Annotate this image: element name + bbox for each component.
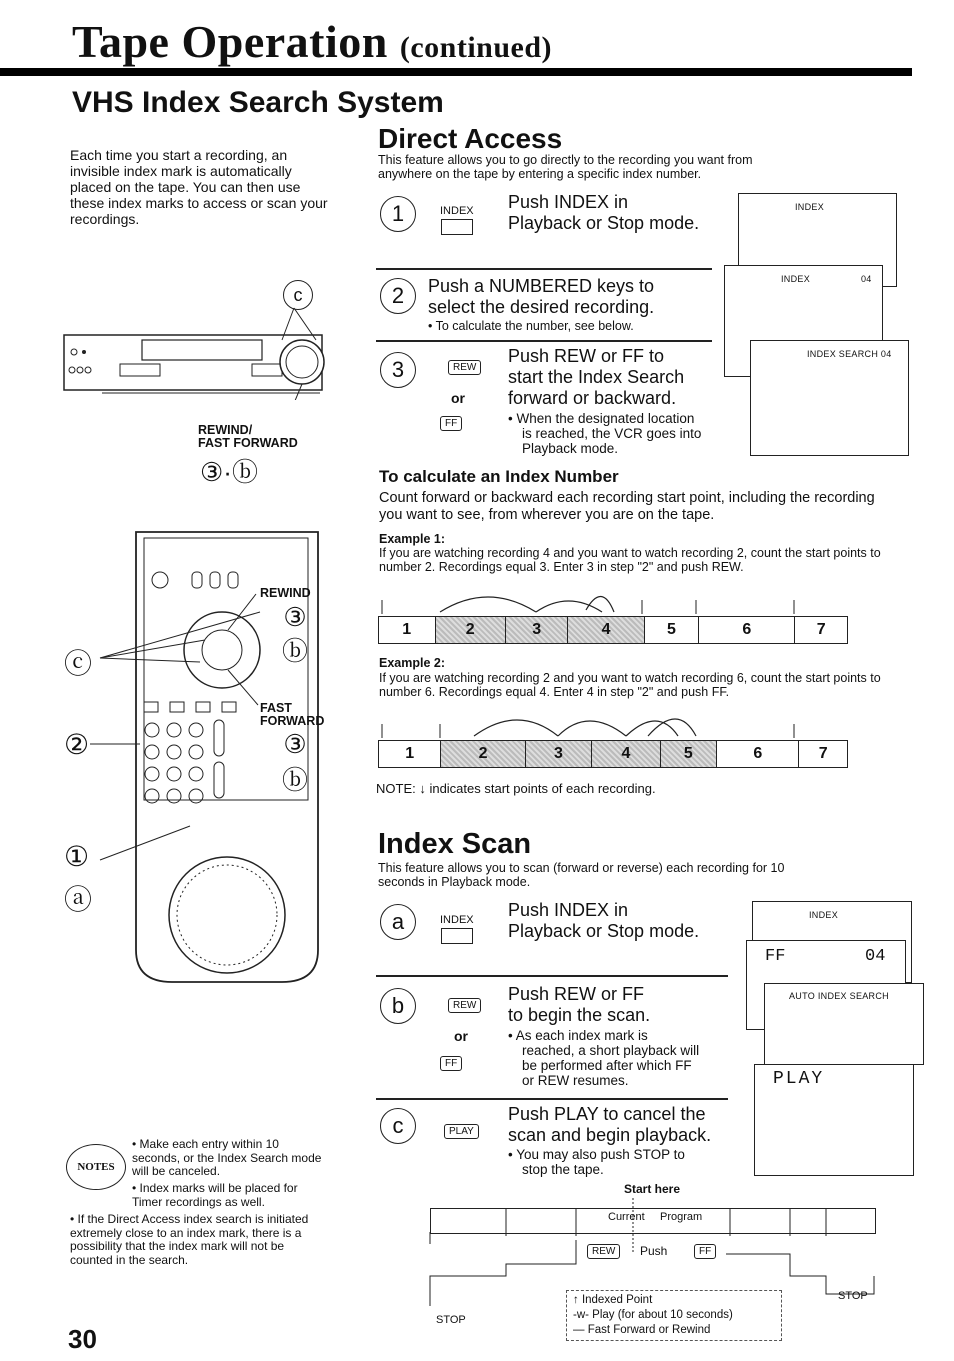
- tape-2-cell-4: 4: [592, 741, 660, 767]
- tape-2-cell-7: 7: [818, 745, 828, 762]
- tape-2-cell-5: 5: [661, 741, 718, 767]
- scan-ff-button: FF: [440, 1056, 462, 1071]
- scan-screen-3: [764, 983, 924, 1065]
- direct-step-3-bullet-3: Playback mode.: [522, 441, 619, 456]
- scan-screen-3-text: AUTO INDEX SEARCH: [789, 991, 889, 1001]
- example-1-label: Example 1:: [379, 532, 446, 546]
- scan-step-a-index-button: [440, 914, 474, 944]
- scan-step-c-number: c: [380, 1108, 416, 1144]
- remote-callout-c: ⓒ: [64, 648, 93, 679]
- tape-2-cell-1: 1: [379, 741, 441, 767]
- scan-screen-2-right: 04: [865, 947, 886, 966]
- remote-rewind-steps: [282, 600, 308, 668]
- direct-step-3-line-2: start the Index Search: [508, 367, 685, 387]
- direct-step-2-text: [428, 276, 654, 318]
- direct-screen-1-text: INDEX: [795, 202, 825, 212]
- tape-1-cell-5: 5: [645, 617, 700, 643]
- vcr-rewind-label: REWIND/: [198, 423, 253, 437]
- remote-ff-label-2: FORWARD: [260, 714, 325, 728]
- scan-program-label: Program: [660, 1211, 703, 1223]
- tape-2-cell-6: 6: [717, 741, 799, 767]
- notes-badge: [66, 1144, 126, 1190]
- tape-1-cell-7: 7: [816, 621, 826, 638]
- direct-step-3-line-1: Push REW or FF to: [508, 346, 665, 366]
- page-title: Tape Operation (continued): [72, 16, 553, 67]
- notes-badge-label: NOTES: [77, 1161, 115, 1173]
- tape-1-cell-6: 6: [699, 617, 795, 643]
- remote-callout-1: ①: [64, 841, 90, 872]
- direct-step-2-line-2: select the desired recording.: [428, 297, 655, 317]
- calculate-title: To calculate an Index Number: [379, 467, 619, 486]
- remote-callout-a: ⓐ: [64, 884, 93, 915]
- remote-illustration: [60, 530, 340, 990]
- scan-start-here-label: Start here: [624, 1182, 681, 1196]
- scan-index-button-label: INDEX: [440, 914, 474, 926]
- tape-1-cell-1: 1: [379, 617, 436, 643]
- scan-screen-1-text: INDEX: [809, 910, 839, 920]
- direct-step-2-note: • To calculate the number, see below.: [428, 319, 634, 333]
- scan-step-b-text: [508, 984, 650, 1026]
- direct-step-3-line-3: forward or backward.: [508, 388, 677, 408]
- direct-step-3-bullet-2: is reached, the VCR goes into: [522, 426, 702, 441]
- example-1-text: If you are watching recording 4 and you want to watch recording 2, count the start points to number 2. Recordings equal 3. Enter 3 in step "2" and push REW.: [379, 546, 881, 574]
- direct-step-3-bullet: [508, 411, 701, 456]
- scan-play-button: PLAY: [444, 1124, 479, 1139]
- remote-rewind-step-3: ③: [283, 602, 307, 632]
- vcr-rewind-ff-label: [198, 424, 298, 450]
- direct-step-2-number: 2: [380, 278, 416, 314]
- scan-step-c-bullet-1: • You may also push STOP to: [508, 1147, 685, 1162]
- direct-step-1-index-button: [440, 205, 474, 235]
- direct-access-title: Direct Access: [378, 123, 563, 154]
- section-title: VHS Index Search System: [72, 86, 444, 119]
- page-title-suffix: (continued): [399, 31, 553, 64]
- direct-step-1-line-2: Playback or Stop mode.: [508, 213, 700, 233]
- example-2-text: If you are watching recording 2 and you want to watch recording 6, count the start points to number 6. Recordings equal 4. Enter 4 in step "2" and push FF.: [379, 671, 881, 699]
- index-scan-title: Index Scan: [378, 828, 532, 860]
- index-scan-description: This feature allows you to scan (forward or reverse) each recording for 10 seconds in Playback mode.: [378, 861, 785, 889]
- example-2-label: Example 2:: [379, 656, 446, 670]
- direct-rew-button: REW: [448, 360, 481, 375]
- index-button-label: INDEX: [440, 205, 474, 217]
- scan-diagram-ff: FF: [694, 1244, 716, 1259]
- direct-step-3-text: [508, 346, 684, 409]
- scan-rew-button: REW: [448, 998, 481, 1013]
- scan-step-c-text: [508, 1104, 711, 1146]
- scan-step-b-bullet-1: • As each index mark is: [508, 1028, 648, 1043]
- example-1-arcs: [378, 582, 848, 616]
- scan-screen-2-left: FF: [765, 947, 786, 966]
- example-2-tape: [378, 740, 848, 768]
- scan-step-a-rule: [376, 975, 728, 977]
- scan-step-c-line-2: scan and begin playback.: [508, 1125, 712, 1145]
- scan-or-label: or: [454, 1028, 468, 1044]
- tape-1-cell-4: 4: [568, 617, 644, 643]
- scan-step-a-line-2: Playback or Stop mode.: [508, 921, 700, 941]
- scan-step-b-line-2: to begin the scan.: [508, 1005, 651, 1025]
- legend-play: -w- Play (for about 10 seconds): [573, 1309, 733, 1321]
- scan-step-a-number: a: [380, 904, 416, 940]
- scan-step-c-bullet-2: stop the tape.: [522, 1162, 604, 1177]
- scan-step-a-line-1: Push INDEX in: [508, 900, 629, 920]
- remote-ff-label: [260, 702, 324, 728]
- scan-screen-4: [754, 1064, 914, 1176]
- scan-step-b-rule: [376, 1098, 728, 1100]
- scan-index-button-icon: [441, 928, 473, 944]
- vcr-illustration: [62, 280, 332, 487]
- index-button-icon: [441, 219, 473, 235]
- calculate-note: NOTE: ↓ indicates start points of each recording.: [376, 781, 656, 796]
- tape-1-cell-3: 3: [506, 617, 568, 643]
- direct-access-description: This feature allows you to go directly to the recording you want from anywhere on the tape by entering a specific index number.: [378, 153, 753, 181]
- calculate-text: Count forward or backward each recording start point, including the recording you want to see, from wherever you are on the tape.: [379, 490, 875, 523]
- direct-screen-2-left: INDEX: [781, 274, 811, 284]
- remote-rewind-label: REWIND: [260, 586, 311, 600]
- direct-ff-button: FF: [440, 416, 462, 431]
- example-1-tape: [378, 616, 848, 644]
- scan-step-c-line-1: Push PLAY to cancel the: [508, 1104, 706, 1124]
- remote-rewind-step-b: ⓑ: [282, 636, 309, 666]
- scan-step-b-line-1: Push REW or FF: [508, 984, 645, 1004]
- scan-stop-right: STOP: [838, 1290, 868, 1302]
- scan-screen-4-text: PLAY: [773, 1069, 825, 1089]
- title-rule: [0, 68, 912, 76]
- scan-stop-left: STOP: [436, 1314, 466, 1326]
- page-number: 30: [68, 1324, 97, 1354]
- direct-step-1-number: 1: [380, 196, 416, 232]
- scan-step-b-bullet-4: or REW resumes.: [522, 1073, 629, 1088]
- remote-ff-step-3: ③: [283, 729, 307, 759]
- direct-step-3-bullet-1: • When the designated location: [508, 411, 695, 426]
- scan-step-b-bullet: [508, 1028, 699, 1088]
- scan-current-label: Current: [608, 1211, 645, 1223]
- vcr-steps-label: ③·ⓑ: [200, 457, 258, 487]
- scan-diagram-push: Push: [640, 1244, 668, 1258]
- remote-ff-step-b: ⓑ: [282, 765, 309, 795]
- direct-screen-3-text: INDEX SEARCH 04: [807, 349, 892, 359]
- tape-1-cell-2: 2: [436, 617, 506, 643]
- tape-2-cell-2: 2: [441, 741, 525, 767]
- direct-step-3-number: 3: [380, 352, 416, 388]
- tape-2-cell-3: 3: [526, 741, 592, 767]
- intro-text: Each time you start a recording, an invisible index mark is automatically placed on the tape. You can then use these index marks to access or scan your recordings.: [70, 147, 328, 227]
- direct-step-1-rule: [376, 268, 712, 270]
- scan-step-c-bullet: [508, 1147, 685, 1177]
- scan-diagram-rew: REW: [587, 1244, 620, 1259]
- legend-ff-rew: — Fast Forward or Rewind: [573, 1324, 711, 1336]
- direct-screen-3: [750, 340, 909, 456]
- example-2-arcs: [378, 702, 848, 740]
- notes-item-3: • If the Direct Access index search is initiated extremely close to an index mark, there is a possibility that the index mark will not be counted in the search.: [70, 1212, 309, 1267]
- vcr-callout-c: c: [283, 280, 313, 310]
- notes-item-1: • Make each entry within 10 seconds, or the Index Search mode will be canceled.: [132, 1137, 322, 1178]
- direct-step-1-line-1: Push INDEX in: [508, 192, 629, 212]
- legend-indexed-point: ↑ Indexed Point: [573, 1294, 653, 1306]
- scan-step-a-text: [508, 900, 699, 942]
- remote-ff-label-1: FAST: [260, 701, 292, 715]
- remote-ff-steps: [282, 726, 308, 798]
- direct-screen-2-right: 04: [861, 274, 872, 284]
- notes-item-2: • Index marks will be placed for Timer recordings as well.: [132, 1181, 298, 1209]
- vcr-ff-label: FAST FORWARD: [198, 436, 298, 450]
- scan-step-b-bullet-3: be performed after which FF: [522, 1058, 692, 1073]
- direct-step-2-rule: [376, 340, 712, 342]
- remote-callout-2: ②: [64, 729, 90, 760]
- scan-step-b-bullet-2: reached, a short playback will: [522, 1043, 700, 1058]
- direct-step-1-text: [508, 192, 699, 234]
- scan-step-b-number: b: [380, 988, 416, 1024]
- direct-or-label: or: [451, 390, 465, 406]
- scan-legend: [566, 1290, 782, 1341]
- direct-step-2-line-1: Push a NUMBERED keys to: [428, 276, 655, 296]
